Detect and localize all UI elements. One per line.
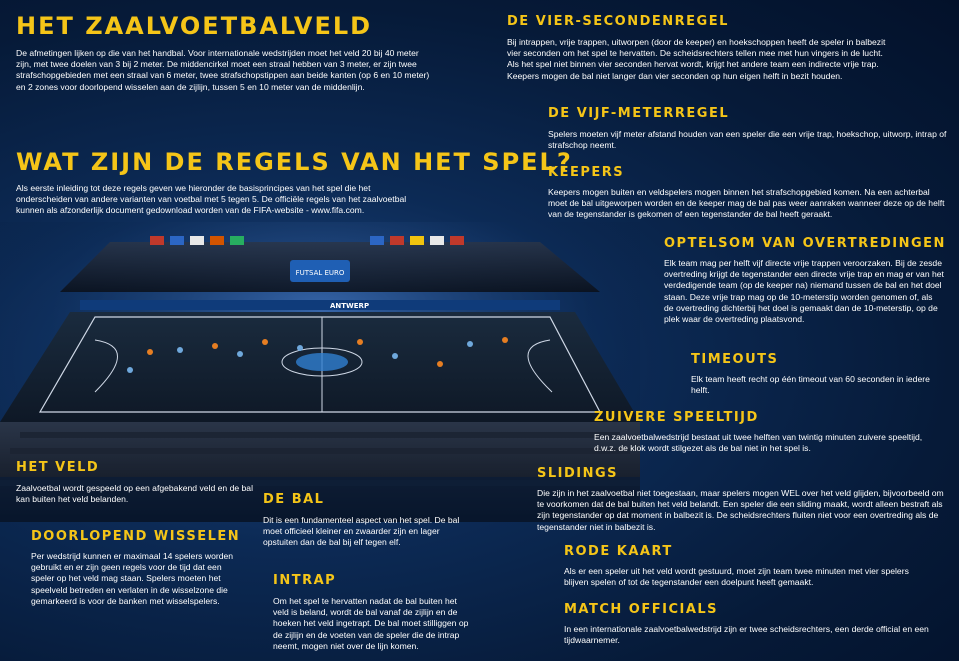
- text-zaalvoetbalveld: De afmetingen lijken op die van het handbal. Voor internationale wedstrijden moet het veld 20 bij 40 meter zijn, met twee doelen van 3 bij 2 meter. De middencirkel moet een straal hebben van 3 meter, er zijn twee strafschopgebieden met een straal van 6 meter, twee strafschopstippen aan beide kanten (op 6 en 10 meter) en 2 zones voor doorlopend wisselen aan de zijlijn, tussen 5 en 10 meter van de middenlijn.: [16, 48, 430, 92]
- heading-vier-secondenregel: DE VIER-SECONDENREGEL: [507, 14, 729, 29]
- heading-optelsom: OPTELSOM VAN OVERTREDINGEN: [664, 236, 946, 251]
- text-vier-secondenregel: Bij intrappen, vrije trappen, uitworpen (door de keeper) en hoekschoppen heeft de speler in balbezit vier seconden om het spel te hervatten. De scheidsrechters tellen mee met hun vingers in de lucht. Als het spel niet binnen vier seconden hervat wordt, krijgt het andere team een indirecte vrije trap. Keepers mogen de bal niet langer dan vier seconden op hun eigen helft in bezit houden.: [507, 37, 886, 81]
- heading-rode-kaart: RODE KAART: [564, 544, 673, 559]
- heading-de-bal: DE BAL: [263, 492, 325, 507]
- heading-regels: WAT ZIJN DE REGELS VAN HET SPEL?: [16, 148, 573, 176]
- text-timeouts: Elk team heeft recht op één timeout van 60 seconden in iedere helft.: [691, 374, 930, 396]
- heading-intrap: INTRAP: [273, 573, 337, 588]
- text-slidings: Die zijn in het zaalvoetbal niet toegestaan, maar spelers mogen WEL over het veld glijden, bijvoorbeeld om te voorkomen dat de bal buiten het veld belandt. Een speler die een sliding maakt, wordt alleen bestraft als zijn tegenstander op dat moment in balbezit is. De scheidsrechters fluiten niet voor een overtreding als de tegenstander niet in balbezit is.: [537, 488, 944, 532]
- heading-doorlopend-wisselen: DOORLOPEND WISSELEN: [31, 529, 241, 544]
- heading-zuivere-speeltijd: ZUIVERE SPEELTIJD: [594, 410, 759, 425]
- text-match-officials: In een internationale zaalvoetbalwedstrijd zijn er twee scheidsrechters, een derde official en een tijdwaarnemer.: [564, 624, 929, 646]
- heading-keepers: KEEPERS: [548, 165, 625, 180]
- text-vijf-meterregel: Spelers moeten vijf meter afstand houden van een speler die een vrije trap, hoekschop, uitworp, intrap of strafschop neemt.: [548, 129, 947, 151]
- text-doorlopend-wisselen: Per wedstrijd kunnen er maximaal 14 spelers worden gebruikt en er zijn geen regels voor de tijd dat een speler op het veld mag staan. Spelers moeten het speelveld betreden en verlaten in de wisselzone die gemarkeerd is voor de banken met wisselspelers.: [31, 551, 234, 606]
- text-zuivere-speeltijd: Een zaalvoetbalwedstrijd bestaat uit twee helften van twintig minuten zuivere speeltijd, d.w.z. de klok wordt stilgezet als de bal niet in het spel is.: [594, 432, 923, 454]
- banner-text: FUTSAL EURO: [295, 269, 345, 277]
- text-rode-kaart: Als er een speler uit het veld wordt gestuurd, moet zijn team twee minuten met vier spelers blijven spelen of tot de tegenstander een doelpunt heeft gemaakt.: [564, 566, 909, 588]
- text-het-veld: Zaalvoetbal wordt gespeeld op een afgebakend veld en de bal kan buiten het veld belanden.: [16, 483, 253, 505]
- heading-zaalvoetbalveld: HET ZAALVOETBALVELD: [16, 12, 373, 40]
- ad-board-text: ANTWERP: [330, 302, 370, 310]
- ad-board: [80, 300, 560, 310]
- text-keepers: Keepers mogen buiten en veldspelers mogen binnen het strafschopgebied komen. Na een achterbal moet de bal uitgeworpen worden en de keeper mag de bal pas weer aanraken wanneer deze op de helft van de tegenstander is gekomen of een tegenstander de bal heeft geraakt.: [548, 187, 945, 220]
- center-logo: [296, 353, 348, 371]
- heading-match-officials: MATCH OFFICIALS: [564, 602, 719, 617]
- heading-het-veld: HET VELD: [16, 460, 100, 475]
- heading-slidings: SLIDINGS: [537, 466, 619, 481]
- text-optelsom: Elk team mag per helft vijf directe vrije trappen veroorzaken. Bij de zesde overtreding krijgt de tegenstander een directe vrije trap en mag er van het verdedigende team (op de keeper na) niemand tussen de bal en het doel staan. Deze vrije trap mag op de 10-meterstip worden genomen of, als de overtreding dichterbij het doel is gemaakt dan de 10-meterstip, op de plek waar de overtreding plaatsvond.: [664, 258, 944, 325]
- text-intrap: Om het spel te hervatten nadat de bal buiten het veld is beland, wordt de bal vanaf de zijlijn en de hoeken het veld ingetrapt. De bal moet stilliggen op de zijlijn en de voeten van de speler die de intrap neemt, mogen niet over de lijn komen.: [273, 596, 469, 651]
- heading-timeouts: TIMEOUTS: [691, 352, 779, 367]
- text-regels: Als eerste inleiding tot deze regels geven we hieronder de basisprincipes van het spel die het onderscheiden van andere varianten van voetbal met 5 tegen 5. De officiële regels van het zaalvoetbal kunnen als afzonderlijk document gedownload worden van de FIFA-website - www.fifa.com.: [16, 183, 407, 216]
- text-de-bal: Dit is een fundamenteel aspect van het spel. De bal moet officieel kleiner en zwaarder zijn en lager opstuiten dan de bal bij elf tegen elf.: [263, 515, 460, 548]
- heading-vijf-meterregel: DE VIJF-METERREGEL: [548, 106, 730, 121]
